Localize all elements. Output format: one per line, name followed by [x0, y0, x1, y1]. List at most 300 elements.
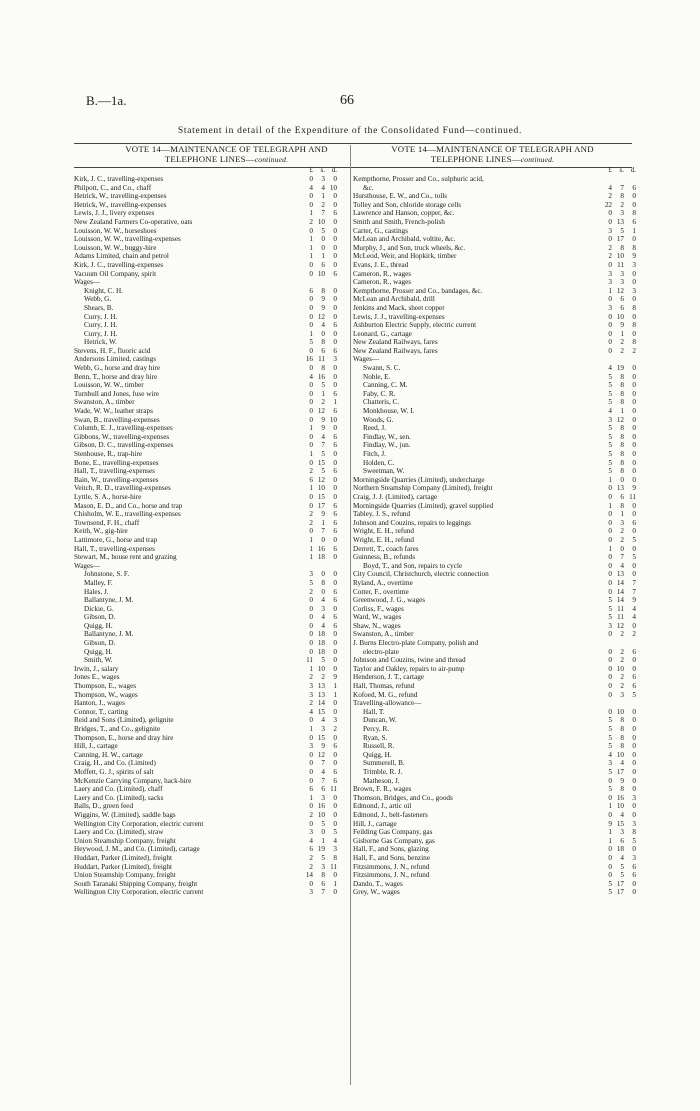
- pence-amount: 6: [333, 621, 337, 630]
- shillings-amount: 16: [317, 372, 325, 381]
- payee-description: Faby, C. R.: [363, 389, 396, 398]
- payee-description: Dickie, G.: [84, 604, 114, 613]
- expenditure-row: [353, 381, 636, 390]
- expenditure-row: [74, 493, 379, 502]
- expenditure-row: [353, 690, 636, 700]
- pence-amount: 3: [632, 793, 636, 802]
- pounds-amount: 0: [608, 492, 612, 501]
- payee-description: Turnbull and Jones, fuse wire: [74, 389, 159, 398]
- pounds-header: £: [309, 166, 313, 174]
- payee-description: Murphy, J., and Son, truck wheels, &c.: [353, 243, 466, 252]
- shillings-header: s.: [619, 166, 624, 174]
- shillings-amount: 2: [620, 647, 624, 656]
- pence-amount: 10: [329, 183, 337, 192]
- pounds-amount: 1: [309, 424, 313, 433]
- payee-description: Benn, T., horse and dray hire: [74, 372, 158, 381]
- pounds-amount: 0: [309, 819, 313, 828]
- pounds-amount: 3: [309, 682, 313, 691]
- left-column-heading: [74, 145, 379, 166]
- expenditure-row: [74, 433, 379, 442]
- payee-description: electro-plate: [363, 647, 399, 656]
- shillings-amount: 8: [321, 338, 325, 347]
- payee-description: Wright, E. H., refund: [353, 535, 414, 544]
- pence-amount: 6: [333, 321, 337, 330]
- payee-description: Tabley, J. S., refund: [353, 510, 411, 519]
- payee-description: Cotter, F., overtime: [353, 587, 409, 596]
- pounds-amount: 0: [309, 398, 313, 407]
- expenditure-row: [74, 459, 379, 468]
- expenditure-row: [74, 880, 379, 889]
- payee-description: Hales, J.: [84, 587, 109, 596]
- pounds-amount: 0: [608, 776, 612, 785]
- payee-description: Matheson, J.: [363, 776, 400, 785]
- expenditure-row: [353, 578, 636, 588]
- pounds-amount: 5: [309, 338, 313, 347]
- expenditure-row: [353, 716, 636, 725]
- pounds-amount: 0: [608, 647, 612, 656]
- pence-amount: 0: [632, 725, 636, 733]
- shillings-amount: 6: [321, 260, 325, 269]
- payee-description: Swann, S. C.: [363, 364, 401, 373]
- shillings-amount: 0: [321, 828, 325, 837]
- pence-amount: 6: [632, 682, 636, 691]
- payee-description: Tolley and Son, chloride storage cells: [353, 200, 462, 209]
- payee-description: Quigg, H.: [84, 647, 113, 656]
- expenditure-row: [74, 837, 379, 846]
- expenditure-row: [353, 192, 636, 201]
- pounds-amount: 0: [309, 527, 313, 536]
- payee-description: Quigg, H.: [84, 621, 113, 630]
- pence-amount: 0: [632, 707, 636, 716]
- pounds-amount: 14: [305, 871, 313, 880]
- right-heading-continued: continued.: [520, 154, 555, 164]
- expenditure-row: [74, 648, 379, 657]
- payee-description: Vacuum Oil Company, spirit: [74, 269, 157, 278]
- payee-description: Noble, E.: [363, 372, 391, 381]
- pence-amount: 8: [333, 853, 337, 862]
- shillings-amount: 4: [321, 621, 325, 630]
- payee-description: City Council, Christchurch, electric connection: [353, 570, 489, 579]
- pence-amount: 0: [632, 501, 636, 510]
- shillings-amount: 9: [321, 415, 325, 424]
- pence-amount: 0: [333, 699, 337, 708]
- shillings-amount: 5: [620, 862, 624, 871]
- payee-description: Stenhouse, R., trap-hire: [74, 450, 143, 458]
- pence-amount: 0: [333, 819, 337, 828]
- pence-amount: 6: [333, 527, 337, 536]
- payee-description: Wade, W. W., leather straps: [74, 407, 153, 416]
- payee-description: Northern Steamship Company (Limited), freight: [353, 484, 493, 493]
- pence-amount: 0: [632, 561, 636, 570]
- shillings-amount: 1: [321, 252, 325, 261]
- expenditure-row: [353, 183, 636, 193]
- expenditure-row: [353, 802, 636, 811]
- pence-amount: 5: [333, 828, 337, 837]
- payee-description: Reid and Sons (Limited), gelignite: [74, 716, 174, 725]
- shillings-amount: 4: [620, 853, 624, 862]
- pounds-amount: 0: [309, 604, 313, 613]
- payee-description: Shears, B.: [84, 303, 114, 312]
- payee-description: Webb, G., horse and dray hire: [74, 364, 161, 373]
- shillings-amount: 6: [620, 303, 624, 312]
- expenditure-row: [74, 184, 379, 193]
- expenditure-row: [74, 278, 379, 287]
- payee-description: Lattimore, G., horse and trap: [74, 535, 158, 544]
- expenditure-row: [353, 312, 636, 322]
- pence-amount: 0: [632, 621, 636, 630]
- payee-description: Ballantyne, J. M.: [84, 596, 134, 605]
- pence-amount: 0: [632, 845, 636, 854]
- shillings-amount: 13: [616, 217, 624, 226]
- pounds-amount: 5: [608, 733, 612, 742]
- expenditure-row: [353, 793, 636, 803]
- pence-amount: 11: [330, 862, 337, 871]
- shillings-amount: 0: [321, 235, 325, 244]
- expenditure-row: [74, 768, 379, 777]
- pence-amount: 9: [632, 484, 636, 493]
- pence-amount: 0: [333, 312, 337, 321]
- pounds-amount: 2: [309, 673, 313, 682]
- expenditure-row: [353, 862, 636, 872]
- payee-description: Mason, E. D., and Co., horse and trap: [74, 501, 183, 510]
- pounds-amount: 0: [608, 810, 612, 819]
- pounds-amount: 0: [309, 407, 313, 416]
- shillings-amount: 8: [620, 785, 624, 794]
- payee-description: Louisson, W. W., horseshoes: [74, 226, 157, 235]
- pence-amount: 0: [333, 338, 337, 347]
- payee-description: Fitch, J.: [363, 450, 386, 458]
- expenditure-row: [74, 888, 379, 897]
- pence-amount: 0: [333, 200, 337, 209]
- expenditure-row: [74, 261, 379, 270]
- shillings-amount: 10: [616, 707, 624, 716]
- expenditure-row: [353, 484, 636, 493]
- top-rule: [74, 143, 632, 144]
- pence-amount: 0: [333, 647, 337, 656]
- payee-description: Connor, T., carting: [74, 707, 128, 716]
- payee-description: Jenkins and Mack, sheet copper: [353, 303, 445, 312]
- pounds-amount: 1: [309, 553, 313, 562]
- pence-amount: 6: [333, 389, 337, 398]
- expenditure-row: [74, 364, 379, 373]
- pence-amount: 0: [333, 553, 337, 562]
- expenditure-row: [353, 767, 636, 777]
- pence-amount: 6: [632, 518, 636, 527]
- pounds-amount: 5: [608, 398, 612, 407]
- expenditure-row: [74, 235, 379, 244]
- shillings-amount: 10: [317, 484, 325, 493]
- expenditure-row: [74, 863, 379, 872]
- shillings-amount: 1: [620, 510, 624, 519]
- pence-amount: 6: [333, 544, 337, 553]
- pence-amount: 6: [632, 871, 636, 880]
- pence-amount: 0: [333, 381, 337, 390]
- shillings-amount: 10: [317, 810, 325, 819]
- expenditure-row: [353, 389, 636, 399]
- shillings-amount: 8: [321, 871, 325, 880]
- pounds-amount: 0: [608, 793, 612, 802]
- expenditure-row: [74, 398, 379, 407]
- expenditure-row: [353, 871, 636, 880]
- expenditure-row: [74, 588, 379, 597]
- pence-amount: 6: [333, 613, 337, 622]
- pence-amount: 0: [632, 888, 636, 897]
- pounds-amount: 2: [309, 862, 313, 871]
- payee-description: Greenwood, J. G., wages: [353, 596, 426, 605]
- pence-amount: 0: [632, 364, 636, 373]
- shillings-amount: 5: [620, 226, 624, 235]
- pence-amount: 9: [333, 673, 337, 682]
- pounds-amount: 3: [309, 828, 313, 837]
- pence-amount: 1: [333, 398, 337, 407]
- shillings-amount: 2: [321, 673, 325, 682]
- shillings-amount: 4: [620, 810, 624, 819]
- payee-description: McLean and Archibald, voltite, &c.: [353, 235, 456, 244]
- shillings-amount: 15: [317, 458, 325, 467]
- shillings-amount: 0: [321, 243, 325, 252]
- shillings-amount: 7: [620, 183, 624, 192]
- pence-amount: 0: [632, 329, 636, 338]
- expenditure-row: [74, 416, 379, 425]
- pounds-amount: 0: [608, 707, 612, 716]
- pounds-amount: 0: [309, 432, 313, 441]
- shillings-amount: 16: [317, 544, 325, 553]
- shillings-amount: 1: [321, 192, 325, 201]
- expenditure-row: [74, 381, 379, 390]
- pounds-amount: 0: [608, 295, 612, 304]
- shillings-amount: 3: [321, 862, 325, 871]
- pence-amount: 0: [632, 510, 636, 519]
- shillings-amount: 13: [616, 484, 624, 493]
- shillings-amount: 8: [620, 450, 624, 458]
- shillings-amount: 0: [321, 329, 325, 338]
- expenditure-row: [74, 639, 379, 648]
- pounds-amount: 5: [608, 888, 612, 897]
- pounds-amount: 3: [608, 226, 612, 235]
- pounds-header: £: [608, 166, 612, 174]
- expenditure-row: [353, 450, 636, 459]
- pence-amount: 0: [333, 750, 337, 759]
- pence-amount: 0: [632, 802, 636, 811]
- pounds-amount: 3: [309, 690, 313, 699]
- expenditure-row: [353, 630, 636, 639]
- payee-description: McKenzie Carrying Company, hack-hire: [74, 776, 192, 785]
- shillings-amount: 5: [321, 226, 325, 235]
- expenditure-row: [353, 733, 636, 743]
- pence-header: d.: [331, 166, 337, 174]
- pounds-amount: 0: [608, 553, 612, 562]
- pence-amount: 0: [333, 475, 337, 484]
- pounds-amount: 0: [608, 690, 612, 699]
- payee-description: Craig, J. J. (Limited), cartage: [353, 492, 438, 501]
- pence-amount: 0: [632, 295, 636, 304]
- payee-description: Corliss, F., wages: [353, 604, 404, 613]
- payee-description: Union Steamship Company, freight: [74, 871, 176, 880]
- payee-description: Boyd, T., and Son, repairs to cycle: [363, 561, 463, 570]
- pence-amount: 3: [632, 819, 636, 828]
- pounds-amount: 0: [608, 630, 612, 639]
- shillings-amount: 9: [620, 321, 624, 330]
- pence-amount: 5: [632, 690, 636, 699]
- shillings-header: s.: [320, 166, 325, 174]
- pounds-amount: 0: [309, 321, 313, 330]
- pence-amount: 8: [632, 338, 636, 347]
- pounds-amount: 1: [608, 836, 612, 845]
- expenditure-row: [74, 227, 379, 236]
- payee-description: Union Steamship Company, freight: [74, 836, 176, 845]
- expenditure-row: [353, 346, 636, 356]
- payee-description: McLean and Archibald, drill: [353, 295, 435, 304]
- expenditure-row: [353, 260, 636, 270]
- pounds-amount: 3: [608, 621, 612, 630]
- pence-amount: 0: [632, 879, 636, 888]
- pounds-amount: 0: [309, 492, 313, 501]
- pence-amount: 0: [632, 467, 636, 476]
- pounds-amount: 0: [608, 578, 612, 587]
- shillings-amount: 6: [620, 492, 624, 501]
- pence-amount: 0: [333, 252, 337, 261]
- expenditure-row: [74, 201, 379, 210]
- pounds-amount: 0: [608, 845, 612, 854]
- pence-amount: 6: [333, 407, 337, 416]
- pounds-amount: 0: [309, 295, 313, 304]
- expenditure-row: [353, 673, 636, 682]
- pounds-amount: 2: [309, 587, 313, 596]
- shillings-amount: 8: [620, 467, 624, 476]
- shillings-amount: 18: [317, 630, 325, 639]
- left-heading-line2-wrap: [74, 155, 379, 165]
- pence-amount: 0: [333, 759, 337, 768]
- pounds-amount: 1: [608, 475, 612, 484]
- shillings-amount: 10: [616, 750, 624, 759]
- expenditure-row: [74, 596, 379, 605]
- pounds-amount: 0: [309, 621, 313, 630]
- pounds-amount: 0: [608, 862, 612, 871]
- pence-amount: 0: [333, 664, 337, 673]
- expenditure-row: [74, 484, 379, 493]
- pounds-amount: 0: [309, 630, 313, 639]
- pounds-amount: 1: [309, 209, 313, 218]
- pence-amount: 0: [632, 450, 636, 458]
- shillings-amount: 4: [321, 183, 325, 192]
- pounds-amount: 5: [608, 716, 612, 725]
- shillings-amount: 12: [317, 407, 325, 416]
- payee-description: Johnstone, S. F.: [84, 570, 130, 579]
- pounds-amount: 1: [309, 484, 313, 493]
- pounds-amount: 0: [309, 441, 313, 450]
- pounds-amount: 0: [309, 639, 313, 648]
- shillings-amount: 0: [321, 570, 325, 579]
- pounds-amount: 5: [608, 432, 612, 441]
- pounds-amount: 2: [309, 510, 313, 519]
- shillings-amount: 1: [321, 836, 325, 845]
- shillings-amount: 18: [317, 553, 325, 562]
- shillings-amount: 2: [620, 200, 624, 209]
- pence-amount: 6: [333, 346, 337, 355]
- pence-amount: 0: [333, 364, 337, 373]
- expenditure-row: [74, 630, 379, 639]
- payee-description: Findlay, W., jun.: [363, 441, 411, 450]
- payee-description: Stevens, H. F., fluoric acid: [74, 346, 151, 355]
- payee-description: Louisson, W. W., travelling-expenses: [74, 235, 181, 244]
- expenditure-row: [353, 819, 636, 829]
- pence-amount: 6: [632, 217, 636, 226]
- pounds-amount: 1: [309, 252, 313, 261]
- shillings-amount: 7: [321, 888, 325, 897]
- shillings-amount: 0: [321, 535, 325, 544]
- payee-description: Heywood, J. M., and Co. (Limited), cartage: [74, 845, 200, 854]
- shillings-amount: 8: [620, 424, 624, 433]
- pence-amount: 0: [632, 742, 636, 751]
- shillings-amount: 2: [620, 630, 624, 639]
- payee-description: Leonard, G., cartage: [353, 329, 412, 338]
- pence-amount: 6: [333, 596, 337, 605]
- shillings-amount: 7: [321, 441, 325, 450]
- pounds-amount: 0: [309, 879, 313, 888]
- shillings-amount: 4: [321, 613, 325, 622]
- pence-amount: 6: [333, 776, 337, 785]
- payee-description: Townsend, F. H., chaff: [74, 518, 140, 527]
- pounds-amount: 4: [608, 750, 612, 759]
- shillings-amount: 3: [321, 604, 325, 613]
- shillings-amount: 3: [620, 278, 624, 287]
- shillings-amount: 18: [317, 647, 325, 656]
- pounds-amount: 3: [608, 278, 612, 287]
- pence-amount: 6: [333, 467, 337, 476]
- pounds-amount: 1: [309, 725, 313, 733]
- pence-amount: 0: [333, 888, 337, 897]
- pence-amount: 0: [333, 733, 337, 742]
- expenditure-row: [74, 802, 379, 811]
- shillings-amount: 15: [317, 492, 325, 501]
- expenditure-row: [74, 828, 379, 837]
- pounds-amount: 3: [309, 888, 313, 897]
- shillings-amount: 14: [616, 578, 624, 587]
- payee-description: Irwin, J., salary: [74, 664, 119, 673]
- expenditure-row: [353, 535, 636, 545]
- pence-amount: 0: [632, 398, 636, 407]
- shillings-amount: 3: [321, 725, 325, 733]
- pence-amount: 0: [333, 260, 337, 269]
- left-heading-line2: TELEPHONE LINES—: [164, 153, 255, 164]
- pounds-amount: 4: [608, 183, 612, 192]
- shillings-amount: 14: [317, 699, 325, 708]
- expenditure-row: [353, 338, 636, 347]
- pence-amount: 0: [632, 458, 636, 467]
- payee-description: Gibson, D.: [84, 639, 116, 648]
- shillings-amount: 12: [616, 286, 624, 295]
- expenditure-row: [353, 785, 636, 794]
- pounds-amount: 0: [608, 217, 612, 226]
- pounds-amount: 6: [309, 286, 313, 295]
- pence-amount: 0: [333, 286, 337, 295]
- shillings-amount: 7: [321, 759, 325, 768]
- right-rows: [353, 175, 636, 897]
- payee-description: Balls, D., green feed: [74, 802, 134, 811]
- shillings-amount: 4: [321, 596, 325, 605]
- shillings-amount: 9: [321, 424, 325, 433]
- pounds-amount: 0: [608, 535, 612, 544]
- payee-description: Wages—: [353, 355, 380, 364]
- pence-amount: 0: [632, 192, 636, 201]
- expenditure-row: [74, 682, 379, 691]
- pence-amount: 0: [333, 630, 337, 639]
- pence-amount: 1: [333, 682, 337, 691]
- payee-description: Ashburton Electric Supply, electric current: [353, 321, 477, 330]
- expenditure-row: [353, 604, 636, 614]
- payee-description: Derrett, T., coach fares: [353, 544, 419, 553]
- payee-description: Ballantyne, J. M.: [84, 630, 134, 639]
